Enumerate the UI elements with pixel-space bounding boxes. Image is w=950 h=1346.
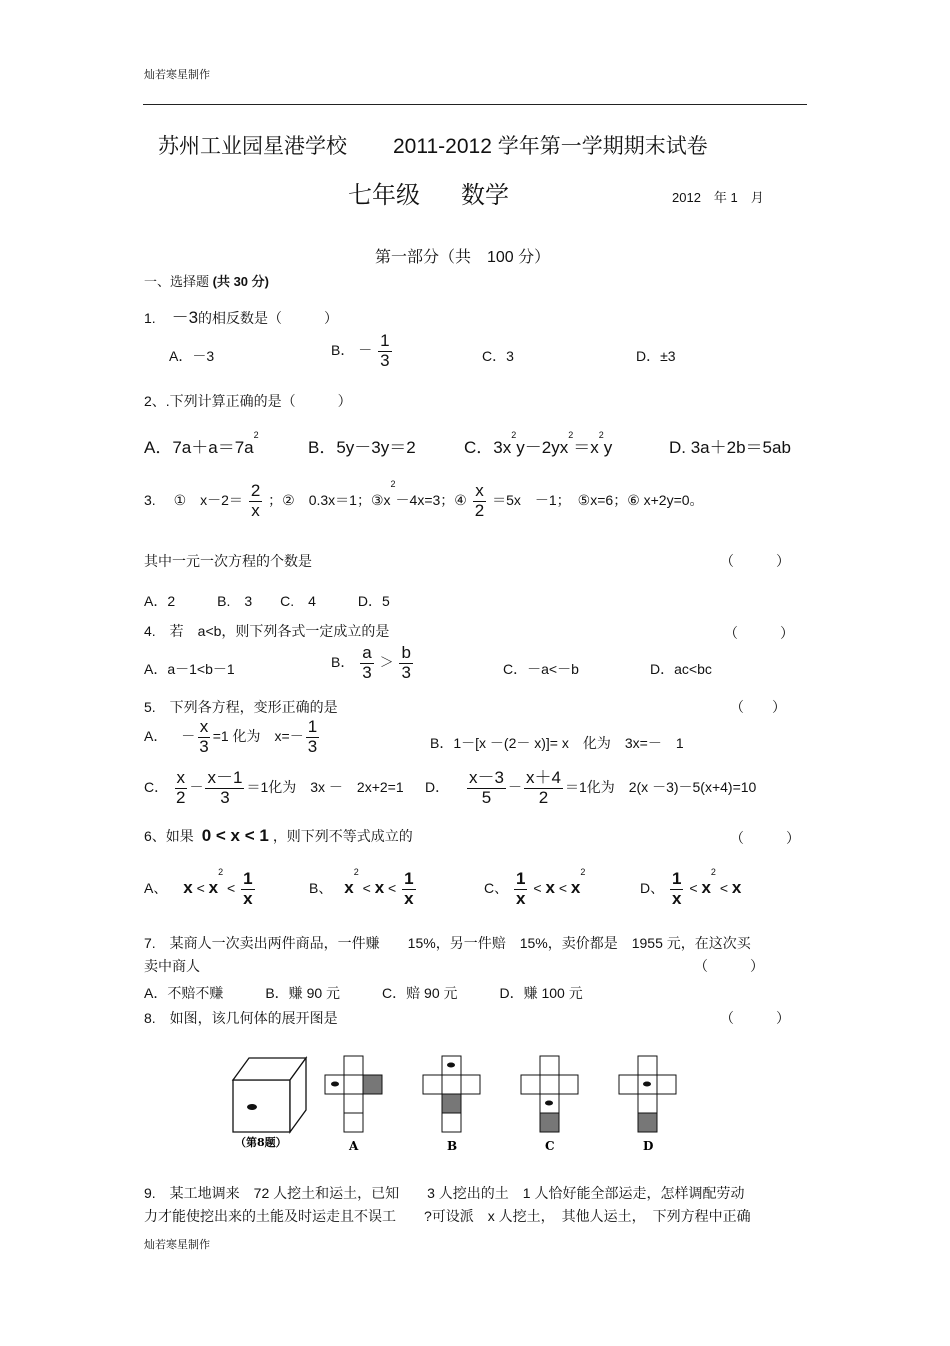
q6-c-frac-den: x — [516, 888, 526, 908]
title-date: 2012 年 1 月 — [672, 190, 764, 205]
q3-num: 3. — [144, 491, 156, 508]
q6-a-frac — [241, 870, 254, 908]
q5-answer-paren: （ ） — [730, 699, 786, 715]
q6-b-x2: x — [344, 877, 354, 897]
q4-stem: 4. 若 a<b，则下列各式一定成立的是 — [144, 623, 390, 639]
q6-c-frac-num: 1 — [516, 869, 526, 888]
q4-b-label: B． — [331, 653, 355, 670]
q3-equations — [144, 479, 704, 520]
title-school: 苏州工业园星港学校 — [158, 135, 347, 158]
q5-d-frac1-den: 5 — [481, 787, 492, 807]
q5-a-frac1-den: 3 — [199, 736, 209, 756]
q4-b-frac2-den: 3 — [401, 662, 411, 682]
q7-line2: 卖中商人 — [144, 958, 200, 974]
q6-a-x: x — [183, 877, 193, 897]
title-term: 2011-2012 学年第一学期期末试卷 — [393, 135, 708, 158]
q1-option-b — [331, 332, 394, 370]
q6-option-b — [309, 867, 418, 908]
q8-label-a: A — [349, 1139, 359, 1153]
q6-d-frac-num: 1 — [672, 869, 682, 888]
q8-net-b-dot — [447, 1063, 455, 1068]
q6-answer-paren: （ ） — [730, 830, 800, 846]
header-watermark: 灿若寒星制作 — [144, 69, 210, 81]
q5-a-frac1 — [197, 718, 210, 756]
q8-net-c-dot — [545, 1101, 553, 1106]
q5-a-label: A． — [144, 727, 168, 744]
q4-b-op: ＞ — [379, 653, 394, 670]
title-grade: 七年级 — [348, 182, 420, 209]
q6-d-frac — [670, 870, 683, 908]
q5-c-frac1-num: x — [176, 768, 185, 787]
q6-b-lt1: < — [362, 879, 371, 896]
q5-a-frac2 — [306, 718, 319, 756]
header-rule — [143, 104, 807, 105]
q6-c-lt1: < — [533, 879, 542, 896]
q8-net-d-dot — [643, 1082, 651, 1087]
q3-eq4-6: ＝5x －1； ⑤x=6；⑥ x+2y=0。 — [492, 491, 704, 508]
q1-option-c: C．3 — [482, 348, 514, 364]
q2-stem: 2、.下列计算正确的是（ ） — [144, 393, 352, 409]
q5-c-op: － — [189, 778, 204, 795]
q6-a-lt1: < — [196, 879, 205, 896]
q5-option-d — [425, 769, 756, 807]
q6-c-label: C、 — [484, 879, 509, 896]
q1-num: 1. — [144, 310, 156, 326]
q8-cube-dot — [247, 1104, 257, 1110]
q2-c-sup2: 2 — [568, 430, 574, 440]
q9-line2: 力才能使挖出来的土能及时运走且不误工 ?可设派 x 人挖土， 其他人运土， 下列方程中正确 — [144, 1208, 751, 1224]
title-subject: 数学 — [461, 182, 509, 209]
q3-eq3-sup: 2 — [390, 479, 396, 489]
q6-c-lt2: < — [558, 879, 567, 896]
q8-label-b: B — [447, 1139, 458, 1153]
q6-d-sup: 2 — [710, 867, 716, 877]
q4-option-b — [331, 644, 415, 682]
q5-a-frac2-num: 1 — [307, 717, 318, 736]
part-heading: 第一部分（共 100 分） — [375, 249, 551, 266]
q6-b-frac-den: x — [404, 888, 414, 908]
q5-option-a — [144, 718, 321, 756]
q6-a-x2: x — [208, 877, 219, 897]
q6-d-label: D、 — [640, 879, 665, 896]
q5-d-label: D． — [425, 778, 450, 795]
q8-cube — [233, 1058, 306, 1132]
q6-b-x: x — [374, 877, 385, 897]
q6-a-frac-den: x — [243, 888, 253, 908]
q9-line1: 9. 某工地调来 72 人挖土和运土，已知 3 人挖出的土 1 人恰好能全部运走，怎样调配劳动 — [144, 1185, 745, 1201]
q8-label-d: D — [643, 1139, 654, 1153]
q1-option-a: A．－3 — [169, 348, 215, 364]
q6-option-c — [484, 867, 586, 908]
q8-label-c: C — [545, 1139, 555, 1153]
q1-text: 的相反数是（ ） — [198, 310, 339, 326]
q7-options: A．不赔不赚 B．赚 90 元 C．赔 90 元 D．赚 100 元 — [144, 985, 583, 1001]
q6-a-lt2: < — [227, 879, 236, 896]
q4-b-frac2-num: b — [401, 643, 411, 662]
q6-option-d — [640, 867, 742, 908]
q5-d-op: － — [507, 778, 522, 795]
q4-b-frac1-den: 3 — [362, 662, 372, 682]
q6-option-a — [144, 867, 257, 908]
q8-stem: 8. 如图，该几何体的展开图是 — [144, 1010, 338, 1026]
q8-net-c — [521, 1056, 578, 1132]
q1-option-d: D．±3 — [636, 348, 676, 364]
q2-option-d: D. 3a＋2b＝5ab — [669, 438, 791, 457]
q4-b-frac1-num: a — [362, 643, 372, 662]
q5-d-frac2 — [524, 769, 563, 807]
q3-frac1-num: 2 — [250, 481, 261, 500]
q2-a-sup: 2 — [253, 430, 259, 440]
q2-c-p3: ＝x — [573, 438, 599, 457]
section-label: 一、选择题 — [144, 274, 210, 289]
q2-a-text: A．7a＋a＝7a — [144, 438, 254, 457]
q1-b-label: B． — [331, 341, 355, 358]
q3-stem: 其中一元一次方程的个数是 — [144, 553, 312, 569]
q8-answer-paren: （ ） — [720, 1010, 790, 1026]
q5-c-frac1 — [174, 769, 187, 807]
q5-a-frac1-num: x — [199, 717, 209, 736]
q4-option-d: D．ac<bc — [650, 661, 712, 677]
q5-c-frac1-den: 2 — [176, 787, 186, 807]
q6-condition: 0 < x < 1 — [201, 826, 269, 845]
q5-c-frac2-num: x－1 — [207, 768, 243, 787]
q4-option-a: A．a－1<b－1 — [144, 661, 235, 677]
q6-stem — [144, 826, 413, 846]
q6-d-lt1: < — [689, 879, 698, 896]
q1-b-num: 1 — [380, 331, 390, 350]
q6-d-lt2: < — [719, 879, 729, 896]
q5-d-rest: ＝1化为 2(x －3)－5(x+4)=10 — [564, 778, 757, 795]
q3-frac2 — [473, 482, 486, 520]
q3-eq2: ；② 0.3x＝1；③x — [268, 491, 391, 508]
q5-d-frac2-num: x＋4 — [525, 768, 561, 787]
q5-d-frac2-den: 2 — [538, 787, 549, 807]
q5-option-c — [144, 769, 404, 807]
q7-line1: 7. 某商人一次卖出两件商品，一件赚 15%，另一件赔 15%，卖价都是 1955 元，在这次买 — [144, 935, 751, 951]
q8-net-d — [619, 1056, 676, 1132]
q3-frac1 — [249, 482, 262, 520]
footer-watermark: 灿若寒星制作 — [144, 1239, 210, 1251]
q6-b-label: B、 — [309, 879, 333, 896]
q8-net-a — [325, 1056, 382, 1132]
q1-b-fraction — [378, 332, 391, 370]
q2-option-b: B．5y－3y＝2 — [308, 438, 416, 457]
q8-figure — [225, 1050, 685, 1155]
q6-a-frac-num: 1 — [243, 869, 253, 888]
q3-answer-paren: （ ） — [720, 553, 790, 569]
q3-frac2-num: x — [475, 481, 484, 500]
q5-c-frac2-den: 3 — [220, 787, 230, 807]
q1-stem — [144, 303, 338, 328]
q5-stem: 5. 下列各方程，变形正确的是 — [144, 699, 338, 715]
q2-c-p4: y — [603, 438, 613, 457]
section-heading — [144, 271, 269, 290]
q6-d-x: x — [731, 877, 742, 897]
q6-c-sup: 2 — [580, 867, 586, 877]
q5-c-rest: ＝1化为 3x － 2x+2=1 — [246, 778, 404, 795]
q5-c-label: C． — [144, 778, 169, 795]
q2-c-sup1: 2 — [511, 430, 517, 440]
q8-net-a-dot — [331, 1082, 339, 1087]
q1-number: －3 — [171, 308, 199, 327]
q6-b-frac-num: 1 — [404, 869, 414, 888]
q4-answer-paren: （ ） — [724, 625, 794, 641]
q5-option-b: B．1－[x －(2－ x)]= x 化为 3x=－ 1 — [430, 735, 684, 751]
q3-frac2-den: 2 — [474, 500, 485, 520]
q6-c-x: x — [545, 877, 555, 897]
q4-b-frac2 — [399, 644, 412, 682]
q5-d-frac1 — [467, 769, 506, 807]
q6-c-frac — [514, 870, 527, 908]
q7-answer-paren: （ ） — [694, 958, 764, 974]
q1-b-sign: － — [358, 341, 373, 358]
q2-option-c — [464, 430, 613, 458]
q6-c-x2: x — [570, 877, 581, 897]
q2-c-sup3: 2 — [598, 430, 604, 440]
q3-frac1-den: x — [251, 500, 260, 520]
q5-c-frac2 — [205, 769, 244, 807]
q6-b-lt2: < — [388, 879, 397, 896]
q5-a-frac2-den: 3 — [307, 736, 318, 756]
q8-caption: （第8题） — [235, 1136, 287, 1149]
q6-a-label: A、 — [144, 879, 168, 896]
q2-c-p1: C．3x — [464, 438, 512, 457]
q3-eq1: ① x－2＝ — [173, 491, 243, 508]
q4-option-c: C．－a<－b — [503, 661, 579, 677]
q6-d-x2: x — [701, 877, 711, 897]
q2-option-a — [144, 430, 259, 458]
q4-b-frac1 — [360, 644, 373, 682]
q2-c-p2: y－2yx — [516, 438, 569, 457]
q6-d-frac-den: x — [672, 888, 682, 908]
q6-a-sup: 2 — [218, 867, 224, 877]
q5-d-frac1-num: x－3 — [469, 768, 504, 787]
section-points: (共 30 分) — [212, 274, 269, 289]
q5-a-sign: － — [181, 727, 196, 744]
q6-b-frac — [402, 870, 415, 908]
q1-b-den: 3 — [380, 350, 390, 370]
q5-a-mid: =1 化为 x=－ — [212, 727, 304, 744]
q6-stem-b: ，则下列不等式成立的 — [272, 828, 413, 844]
q3-eq3: －4x=3；④ — [395, 491, 467, 508]
q3-options: A．2 B. 3 C. 4 D．5 — [144, 593, 390, 609]
q6-stem-a: 6、如果 — [144, 828, 194, 844]
q6-b-sup: 2 — [353, 867, 359, 877]
